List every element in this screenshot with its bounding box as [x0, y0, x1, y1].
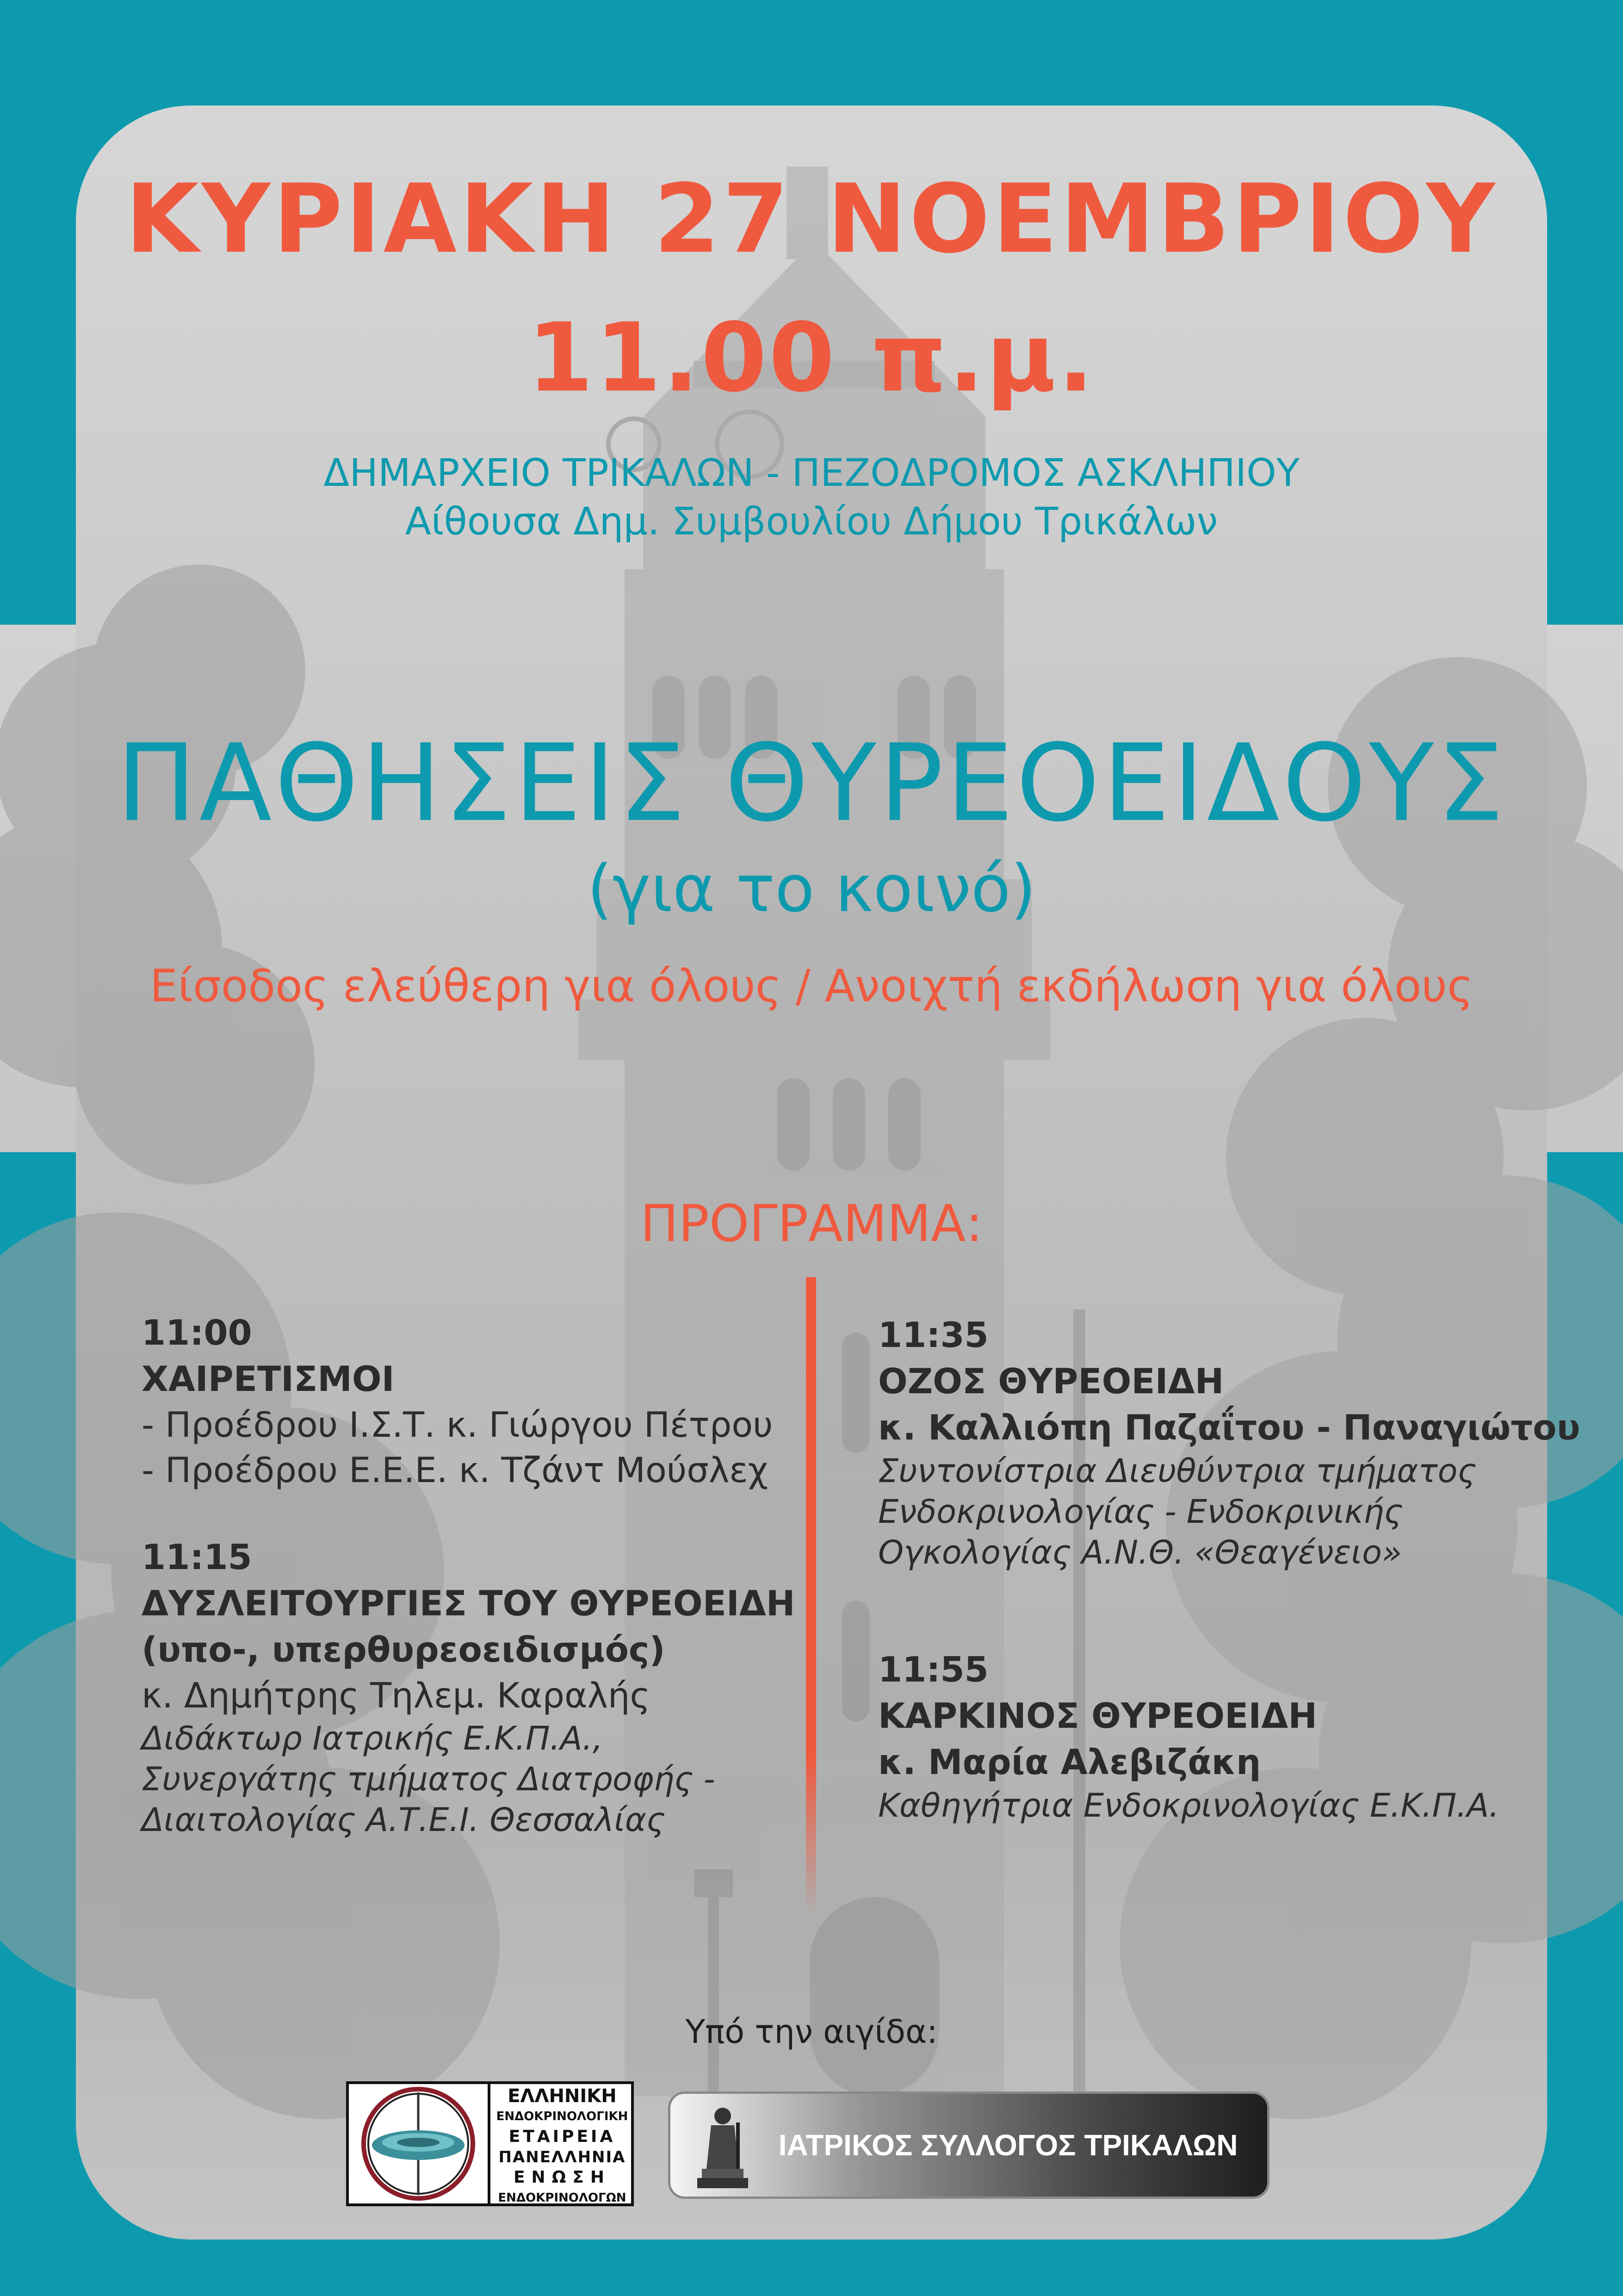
- item-title: ΟΖΟΣ ΘΥΡΕΟΕΙΔΗ: [878, 1361, 1224, 1402]
- endocrine-society-text: [495, 2086, 629, 2208]
- asclepius-statue-icon: [688, 2104, 757, 2190]
- thyroid-emblem-icon: [349, 2084, 490, 2203]
- item-role: Συνεργάτης τμήματος Διατροφής -: [142, 1760, 715, 1798]
- item-time: 11:35: [878, 1315, 989, 1355]
- event-title: ΠΑΘΗΣΕΙΣ ΘΥΡΕΟΕΙΔΟΥΣ: [116, 722, 1507, 845]
- medical-association-logo: [668, 2091, 1270, 2199]
- logo-line: ΕΝΔΟΚΡΙΝΟΛΟΓΙΚΗ: [496, 2110, 628, 2123]
- item-title: ΧΑΙΡΕΤΙΣΜΟΙ: [142, 1359, 395, 1399]
- program-item-1135: [878, 1312, 1580, 1573]
- item-role: Διαιτολογίας Α.Τ.Ε.Ι. Θεσσαλίας: [142, 1801, 666, 1839]
- program-item-1115: [142, 1534, 795, 1840]
- logo-line: ΕΝΩΣΗ: [513, 2168, 611, 2187]
- program-heading: ΠΡΟΓΡΑΜΜΑ:: [640, 1194, 983, 1253]
- logo-line: ΕΝΔΟΚΡΙΝΟΛΟΓΩΝ: [498, 2191, 626, 2205]
- item-speaker: κ. Μαρία Αλεβιζάκη: [878, 1742, 1261, 1782]
- event-subtitle: (για το κοινό): [587, 851, 1036, 927]
- item-time: 11:15: [142, 1537, 252, 1577]
- endocrine-society-logo: [346, 2081, 634, 2206]
- item-role: Συντονίστρια Διευθύντρια τμήματος: [878, 1452, 1477, 1490]
- item-role: Ογκολογίας Α.Ν.Θ. «Θεαγένειο»: [878, 1533, 1402, 1571]
- aegis-label: Υπό την αιγίδα:: [685, 2013, 938, 2051]
- logo-line: ΕΛΛΗΝΙΚΗ: [508, 2085, 617, 2107]
- item-time: 11:00: [142, 1312, 252, 1353]
- program-item-1155: [878, 1646, 1499, 1826]
- item-speaker: κ. Καλλιόπη Παζαΐτου - Παναγιώτου: [878, 1407, 1580, 1448]
- item-title-sub: (υπο-, υπερθυρεοειδισμός): [142, 1629, 665, 1670]
- medical-association-name: ΙΑΤΡΙΚΟΣ ΣΥΛΛΟΓΟΣ ΤΡΙΚΑΛΩΝ: [778, 2128, 1238, 2162]
- item-time: 11:55: [878, 1649, 989, 1690]
- item-role: Καθηγήτρια Ενδοκρινολογίας Ε.Κ.Π.Α.: [878, 1787, 1499, 1824]
- event-date: ΚΥΡΙΑΚΗ 27 ΝΟΕΜΒΡΙΟΥ: [125, 164, 1498, 274]
- item-title: ΚΑΡΚΙΝΟΣ ΘΥΡΕΟΕΙΔΗ: [878, 1695, 1317, 1736]
- item-title: ΔΥΣΛΕΙΤΟΥΡΓΙΕΣ ΤΟΥ ΘΥΡΕΟΕΙΔΗ: [142, 1583, 795, 1624]
- item-line: - Προέδρου Ι.Σ.Τ. κ. Γιώργου Πέτρου: [142, 1404, 773, 1445]
- item-line: - Προέδρου Ε.Ε.Ε. κ. Τζάντ Μούσλεχ: [142, 1450, 768, 1490]
- program-divider: [806, 1277, 816, 1916]
- program-item-1100: [142, 1309, 773, 1493]
- venue-line-1: ΔΗΜΑΡΧΕΙΟ ΤΡΙΚΑΛΩΝ - ΠΕΖΟΔΡΟΜΟΣ ΑΣΚΛΗΠΙΟΥ: [323, 451, 1300, 495]
- item-role: Ενδοκρινολογίας - Ενδοκρινικής: [878, 1493, 1403, 1531]
- entry-notice: Είσοδος ελεύθερη για όλους / Ανοιχτή εκδήλωση για όλους: [149, 960, 1474, 1012]
- event-time: 11.00 π.μ.: [527, 303, 1096, 413]
- venue-line-2: Αίθουσα Δημ. Συμβουλίου Δήμου Τρικάλων: [405, 500, 1218, 544]
- logo-line: ΠΑΝΕΛΛΗΝΙΑ: [498, 2148, 626, 2166]
- item-speaker: κ. Δημήτρης Τηλεμ. Καραλής: [142, 1675, 650, 1716]
- logo-line: ΕΤΑΙΡΕΙΑ: [508, 2127, 616, 2146]
- item-role: Διδάκτωρ Ιατρικής Ε.Κ.Π.Α.,: [142, 1719, 603, 1757]
